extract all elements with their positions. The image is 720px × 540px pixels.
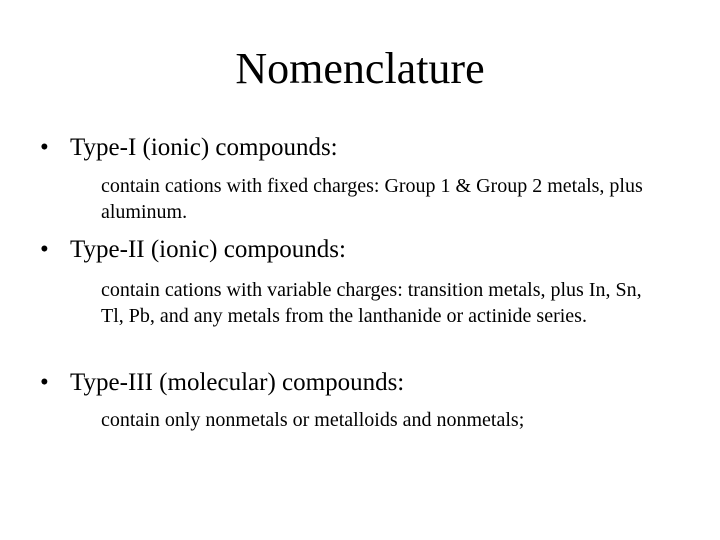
slide-title: Nomenclature — [235, 44, 485, 93]
bullet-detail-type-ii: contain cations with variable charges: transition metals, plus In, Sn, Tl, Pb, and any metals from the lanthanide or actinide series. — [101, 279, 642, 327]
bullet-type-ii — [40, 235, 680, 265]
bullet-heading: Type-I (ionic) compounds: — [70, 134, 338, 161]
bullet-marker: • — [40, 369, 49, 396]
bullet-type-iii — [40, 368, 680, 398]
bullet-detail-type-iii: contain only nonmetals or metalloids and nonmetals; — [101, 409, 525, 431]
bullet-detail-type-i: contain cations with fixed charges: Group 1 & Group 2 metals, plus aluminum. — [101, 175, 643, 223]
bullet-heading: Type-II (ionic) compounds: — [70, 236, 346, 263]
bullet-marker: • — [40, 134, 49, 161]
bullet-heading: Type-III (molecular) compounds: — [70, 369, 405, 396]
bullet-marker: • — [40, 236, 49, 263]
bullet-type-i — [40, 133, 680, 163]
